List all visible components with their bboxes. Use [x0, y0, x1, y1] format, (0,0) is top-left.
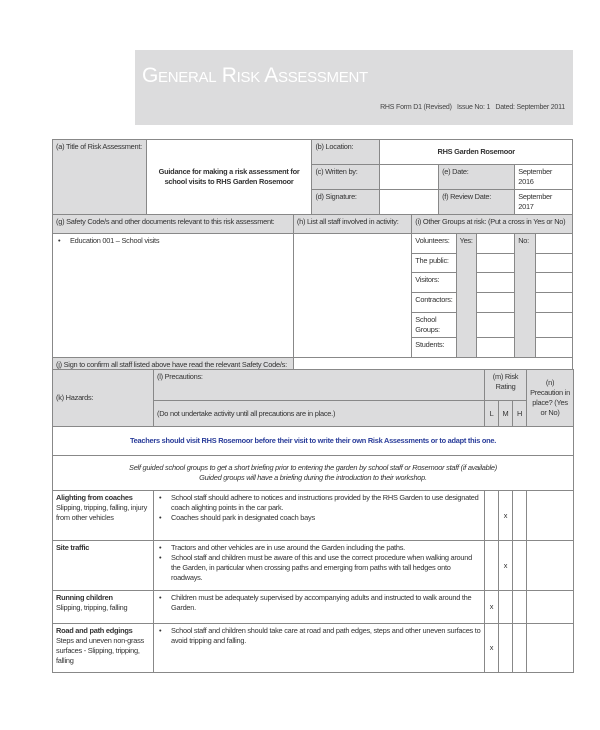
- rating-m[interactable]: x: [499, 491, 513, 541]
- precautions-cell: [154, 491, 485, 541]
- precautions-cell: [154, 591, 485, 624]
- in-place-cell[interactable]: [527, 591, 574, 624]
- risk-rating-header: (m) Risk Rating: [485, 370, 527, 401]
- hazard-row: [53, 491, 574, 541]
- written-by-label: (c) Written by:: [312, 165, 380, 190]
- other-groups-label: (i) Other Groups at risk: (Put a cross in Yes or No): [412, 214, 573, 233]
- precaution-item: • Tractors and other vehicles are in use around the Garden including the paths.: [157, 543, 481, 553]
- rating-m[interactable]: [499, 624, 513, 673]
- signature-field[interactable]: [380, 189, 439, 214]
- rating-l[interactable]: x: [485, 591, 499, 624]
- signature-label: (d) Signature:: [312, 189, 380, 214]
- hazard-name: Road and path edgings: [56, 626, 133, 635]
- precautions-cell: [154, 541, 485, 591]
- rating-l[interactable]: [485, 541, 499, 591]
- hazard-detail: Slipping, tripping, falling: [56, 602, 128, 612]
- no-cell[interactable]: [535, 253, 572, 272]
- precaution-item: • School staff and children must be aware of this and use the correct procedure when walking around the Garden, in particular when crossing paths and emerging from paths with tall hedges onto roadways.: [157, 553, 481, 583]
- location-value: RHS Garden Rosemoor: [380, 140, 573, 165]
- yes-cell[interactable]: [477, 337, 515, 357]
- precautions-cell: [154, 624, 485, 673]
- hazards-header: (k) Hazards:: [53, 370, 154, 427]
- group-label: Visitors:: [412, 272, 456, 292]
- no-cell[interactable]: [535, 312, 572, 337]
- rating-h[interactable]: [513, 491, 527, 541]
- no-cell[interactable]: [535, 292, 572, 312]
- safety-codes-label: (g) Safety Code/s and other documents relevant to this risk assessment:: [53, 214, 294, 233]
- hazard-row: [53, 541, 574, 591]
- hazard-detail: Slipping, tripping, falling, injury from other vehicles: [56, 502, 148, 522]
- form-info: RHS Form D1 (Revised) Issue No: 1 Dated: September 2011: [380, 104, 565, 111]
- no-cell[interactable]: [535, 233, 572, 253]
- hazard-name: Running children: [56, 593, 113, 602]
- no-cell[interactable]: [535, 272, 572, 292]
- group-label: School Groups:: [412, 312, 456, 337]
- date-label: (e) Date:: [439, 165, 515, 190]
- document-header: [135, 50, 573, 125]
- title-label: (a) Title of Risk Assessment:: [53, 140, 147, 215]
- staff-field[interactable]: [293, 233, 411, 357]
- briefing-line-1: Self guided school groups to get a short briefing prior to entering the garden by school staff or Rosemoor staff (if available): [129, 463, 497, 473]
- precaution-item: • Children must be adequately supervised by accompanying adults and instructed to walk around the Garden.: [157, 593, 481, 613]
- precautions-note: (Do not undertake activity until all precautions are in place.): [154, 401, 485, 427]
- yes-cell[interactable]: [477, 233, 515, 253]
- review-date-label: (f) Review Date:: [439, 189, 515, 214]
- level-medium: M: [499, 401, 513, 427]
- group-label: The public:: [412, 253, 456, 272]
- group-label: Students:: [412, 337, 456, 357]
- precaution-in-place-header: (n) Precaution in place? (Yes or No): [527, 370, 574, 427]
- in-place-cell[interactable]: [527, 491, 574, 541]
- precautions-header: (l) Precautions:: [154, 370, 485, 401]
- briefing-line-2: Guided groups will have a briefing during the introduction to their workshop.: [199, 473, 427, 482]
- hazard-cell: [53, 624, 154, 673]
- group-label: Volunteers:: [412, 233, 456, 253]
- sign-confirm-label: (j) Sign to confirm all staff listed above have read the relevant Safety Code/s:: [53, 357, 294, 373]
- briefing-note: [53, 456, 574, 491]
- hazard-cell: [53, 491, 154, 541]
- rating-l[interactable]: x: [485, 624, 499, 673]
- rating-l[interactable]: [485, 491, 499, 541]
- yes-label: Yes:: [456, 233, 477, 357]
- hazard-cell: [53, 541, 154, 591]
- rating-h[interactable]: [513, 624, 527, 673]
- yes-cell[interactable]: [477, 312, 515, 337]
- in-place-cell[interactable]: [527, 541, 574, 591]
- hazards-table: [52, 369, 574, 673]
- level-high: H: [513, 401, 527, 427]
- hazard-row: [53, 624, 574, 673]
- group-label: Contractors:: [412, 292, 456, 312]
- title-value: Guidance for making a risk assessment for school visits to RHS Garden Rosemoor: [146, 140, 312, 215]
- hazard-name: Alighting from coaches: [56, 493, 133, 502]
- yes-cell[interactable]: [477, 292, 515, 312]
- teachers-note: Teachers should visit RHS Rosemoor before their visit to write their own Risk Assessments or to adapt this one.: [53, 427, 574, 456]
- date-value: September 2016: [515, 165, 573, 190]
- safety-codes-list: [53, 233, 294, 357]
- hazard-detail: Steps and uneven non-grass surfaces - Slipping, tripping, falling: [56, 635, 145, 665]
- safety-code-item: • Education 001 – School visits: [56, 236, 290, 246]
- yes-cell[interactable]: [477, 253, 515, 272]
- rating-m[interactable]: x: [499, 541, 513, 591]
- rating-h[interactable]: [513, 591, 527, 624]
- staff-label: (h) List all staff involved in activity:: [293, 214, 411, 233]
- hazard-name: Site traffic: [56, 543, 90, 552]
- level-low: L: [485, 401, 499, 427]
- hazard-row: [53, 591, 574, 624]
- no-cell[interactable]: [535, 337, 572, 357]
- assessment-details-table: [52, 139, 573, 374]
- precaution-item: • School staff and children should take care at road and path edges, steps and other uneven surfaces to avoid tripping and falling.: [157, 626, 481, 646]
- written-by-field[interactable]: [380, 165, 439, 190]
- no-label: No:: [515, 233, 536, 357]
- rating-m[interactable]: [499, 591, 513, 624]
- precaution-item: • Coaches should park in designated coach bays: [157, 513, 481, 523]
- hazard-cell: [53, 591, 154, 624]
- yes-cell[interactable]: [477, 272, 515, 292]
- location-label: (b) Location:: [312, 140, 380, 165]
- in-place-cell[interactable]: [527, 624, 574, 673]
- review-date-value: September 2017: [515, 189, 573, 214]
- precaution-item: • School staff should adhere to notices and instructions provided by the RHS Garden to use designated coach alighting points in the car park.: [157, 493, 481, 513]
- rating-h[interactable]: [513, 541, 527, 591]
- document-title: General Risk Assessment: [142, 64, 368, 87]
